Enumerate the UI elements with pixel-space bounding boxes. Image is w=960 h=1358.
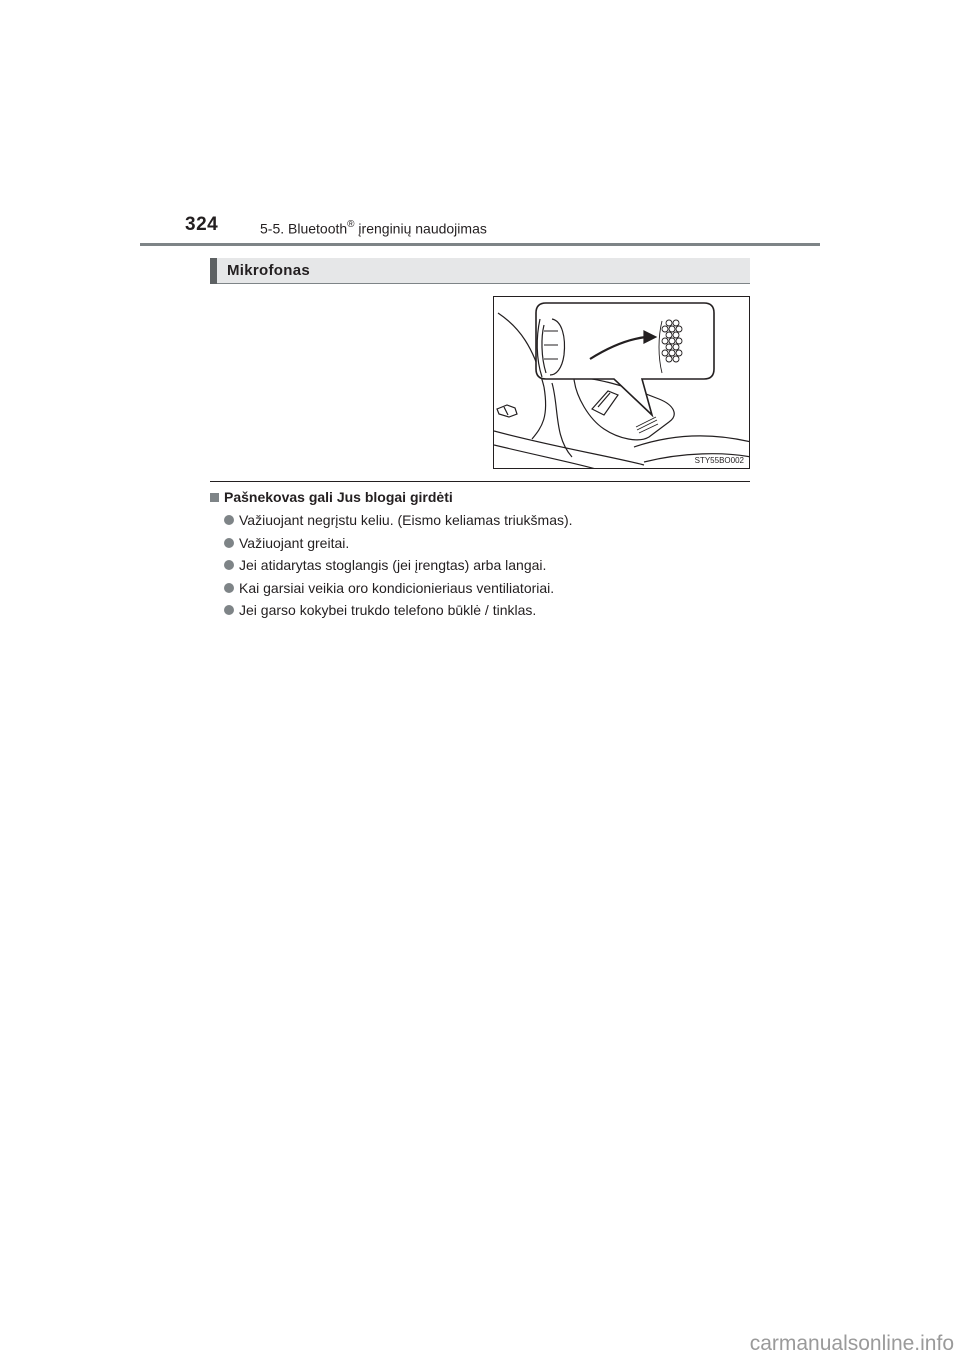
square-bullet-icon [210,493,219,502]
circle-bullet-icon [224,583,234,593]
microphone-figure [493,296,750,469]
circle-bullet-icon [224,605,234,615]
chapter-title-suffix: įrenginių naudojimas [354,220,487,237]
watermark: carmanualsonline.info [749,1332,954,1355]
registered-mark: ® [347,219,355,230]
circle-bullet-icon [224,538,234,548]
header-rule [140,243,820,246]
note-heading-text: Pašnekovas gali Jus blogai girdėti [224,489,453,505]
section-heading-bar [210,258,217,284]
note-bullet-list [224,511,573,624]
chapter-title-prefix: 5-5. Bluetooth [260,220,348,237]
list-item-text: Jei garso kokybei trukdo telefono būklė / tinklas. [239,602,537,618]
list-item [224,534,573,557]
section-heading-text: Mikrofonas [227,262,311,279]
microphone-illustration-icon [494,297,750,469]
page-number: 324 [185,214,219,235]
figure-code: STY55BO002 [694,456,744,465]
section-divider [210,481,750,482]
list-item-text: Važiuojant greitai. [239,534,350,551]
chapter-title [260,220,487,237]
list-item-text: Važiuojant negrįstu keliu. (Eismo keliamas triukšmas). [239,512,573,528]
list-item-text: Kai garsiai veikia oro kondicionieriaus ventiliatoriai. [239,579,555,596]
circle-bullet-icon [224,515,234,525]
list-item [224,601,573,624]
list-item [224,579,573,602]
note-heading [210,489,453,505]
list-item [224,511,573,534]
section-heading [210,258,750,284]
list-item [224,556,573,579]
circle-bullet-icon [224,560,234,570]
list-item-text: Jei atidarytas stoglangis (jei įrengtas) arba langai. [239,557,547,573]
